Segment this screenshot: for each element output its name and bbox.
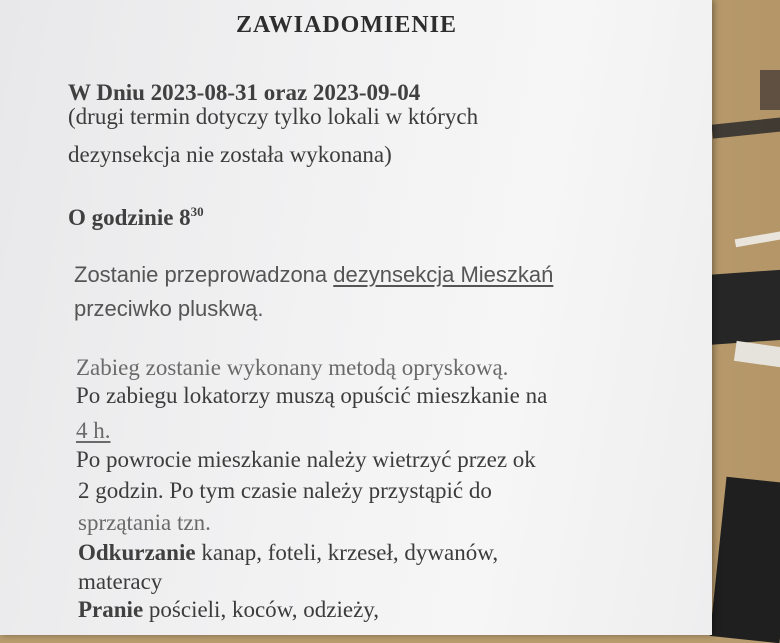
- vacuum-bold: Odkurzanie: [78, 540, 196, 565]
- vacuum-line: [78, 540, 498, 566]
- tape-strip: [760, 70, 780, 110]
- tape-strip: [710, 477, 780, 643]
- paragraph-3-line-3: sprzątania tzn.: [78, 510, 211, 535]
- time-label: O godzinie 8: [68, 205, 191, 230]
- time-line: [68, 205, 204, 231]
- paragraph-1-line-2: przeciwko pluskwą.: [74, 296, 264, 321]
- date-line: W Dniu 2023-08-31 oraz 2023-09-04: [68, 80, 421, 105]
- para1-underlined: dezynsekcja Mieszkań: [333, 262, 554, 287]
- paragraph-1-line-1: [74, 262, 553, 288]
- vacuum-rest: kanap, foteli, krzeseł, dywanów,: [195, 540, 499, 565]
- tape-strip: [703, 269, 780, 345]
- vacuum-line-2: materacy: [78, 569, 163, 594]
- paragraph-3-line-1: Po powrocie mieszkanie należy wietrzyć przez ok: [76, 447, 536, 472]
- para1-start: Zostanie przeprowadzona: [74, 262, 334, 287]
- paper-scrap: [735, 231, 780, 248]
- wash-bold: Pranie: [78, 597, 144, 622]
- second-term-line-2: dezynsekcja nie została wykonana): [68, 142, 392, 167]
- wash-line: [78, 597, 379, 623]
- paragraph-2-line-1: Zabieg zostanie wykonany metodą opryskową.: [76, 355, 509, 380]
- tape-strip: [712, 115, 780, 138]
- paragraph-2-line-2: Po zabiegu lokatorzy muszą opuścić mieszkanie na: [76, 383, 548, 408]
- time-superscript: 30: [190, 204, 204, 219]
- paragraph-3-line-2: 2 godzin. Po tym czasie należy przystąpić do: [78, 478, 492, 503]
- notice-title: ZAWIADOMIENIE: [236, 12, 458, 38]
- second-term-line-1: (drugi termin dotyczy tylko lokali w których: [68, 104, 479, 129]
- wash-rest: pościeli, koców, odzieży,: [143, 597, 380, 622]
- paper-scrap: [734, 341, 780, 369]
- hours-value: 4 h.: [76, 418, 111, 443]
